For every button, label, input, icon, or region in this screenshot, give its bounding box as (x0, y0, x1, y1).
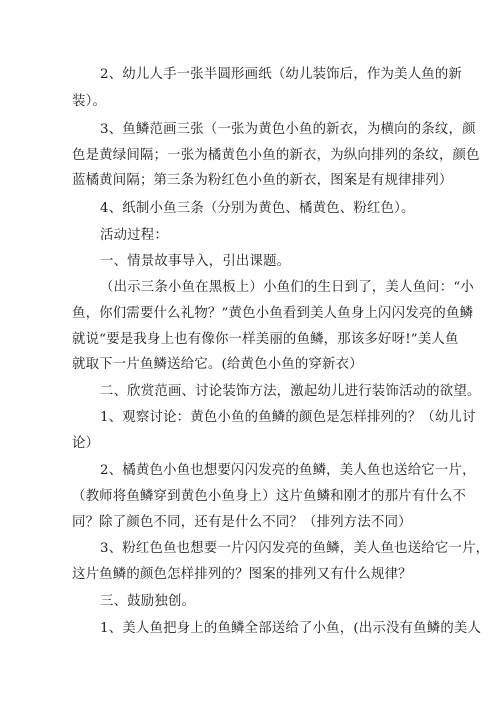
text-line: 2、橘黄色小鱼也想要闪闪发亮的鱼鳞，美人鱼也送给它一片， (100, 463, 476, 478)
section-heading: 二、欣赏范画、讨论装饰方法，激起幼儿进行装饰活动的欲望。 (100, 384, 481, 399)
text-line: 色是黄绿间隔；一张为橘黄色小鱼的新衣，为纵向排列的条纹，颜色 (72, 148, 480, 163)
text-line: 论） (72, 436, 100, 451)
text-line: 蓝橘黄间隔；第三条为粉红色小鱼的新衣，图案是有规律排列） (72, 173, 453, 188)
section-heading: 一、情景故事导入，引出课题。 (100, 254, 291, 269)
text-line: 同？除了颜色不同，还有是什么不同？（排列方法不同） (72, 515, 412, 530)
text-line: 活动过程： (100, 228, 168, 243)
text-line: 鱼，你们需要什么礼物？”黄色小鱼看到美人鱼身上闪闪发亮的鱼鳞 (72, 306, 474, 321)
text-line: 这片鱼鳞的颜色怎样排列的？图案的排列又有什么规律？ (72, 567, 412, 582)
section-heading: 三、鼓励独创。 (100, 594, 196, 609)
text-line: 3、鱼鳞范画三张（一张为黄色小鱼的新衣，为横向的条纹，颜 (100, 122, 476, 137)
text-line: 1、观察讨论：黄色小鱼的鱼鳞的颜色是怎样排列的？（幼儿讨 (100, 410, 476, 425)
text-line: 1、美人鱼把身上的鱼鳞全部送给了小鱼，(出示没有鱼鳞的美人 (100, 621, 482, 636)
text-line: 就说“要是我身上也有像你一样美丽的鱼鳞，那该多好呀!”美人鱼 (72, 332, 459, 347)
text-line: 就取下一片鱼鳞送给它。(给黄色小鱼的穿新衣） (72, 357, 363, 372)
text-line: （教师将鱼鳞穿到黄色小鱼身上）这片鱼鳞和刚才的那片有什么不 (72, 489, 467, 504)
text-line: 2、幼儿人手一张半圆形画纸（幼儿装饰后，作为美人鱼的新 (100, 67, 463, 82)
text-line: 4、纸制小鱼三条（分别为黄色、橘黄色、粉红色）。 (100, 201, 415, 216)
text-line: 装）。 (72, 94, 107, 109)
text-line: 3、粉红色鱼也想要一片闪闪发亮的鱼鳞，美人鱼也送给它一片， (100, 541, 490, 556)
text-line: （出示三条小鱼在黑板上）小鱼们的生日到了，美人鱼问：“小 (100, 280, 474, 295)
